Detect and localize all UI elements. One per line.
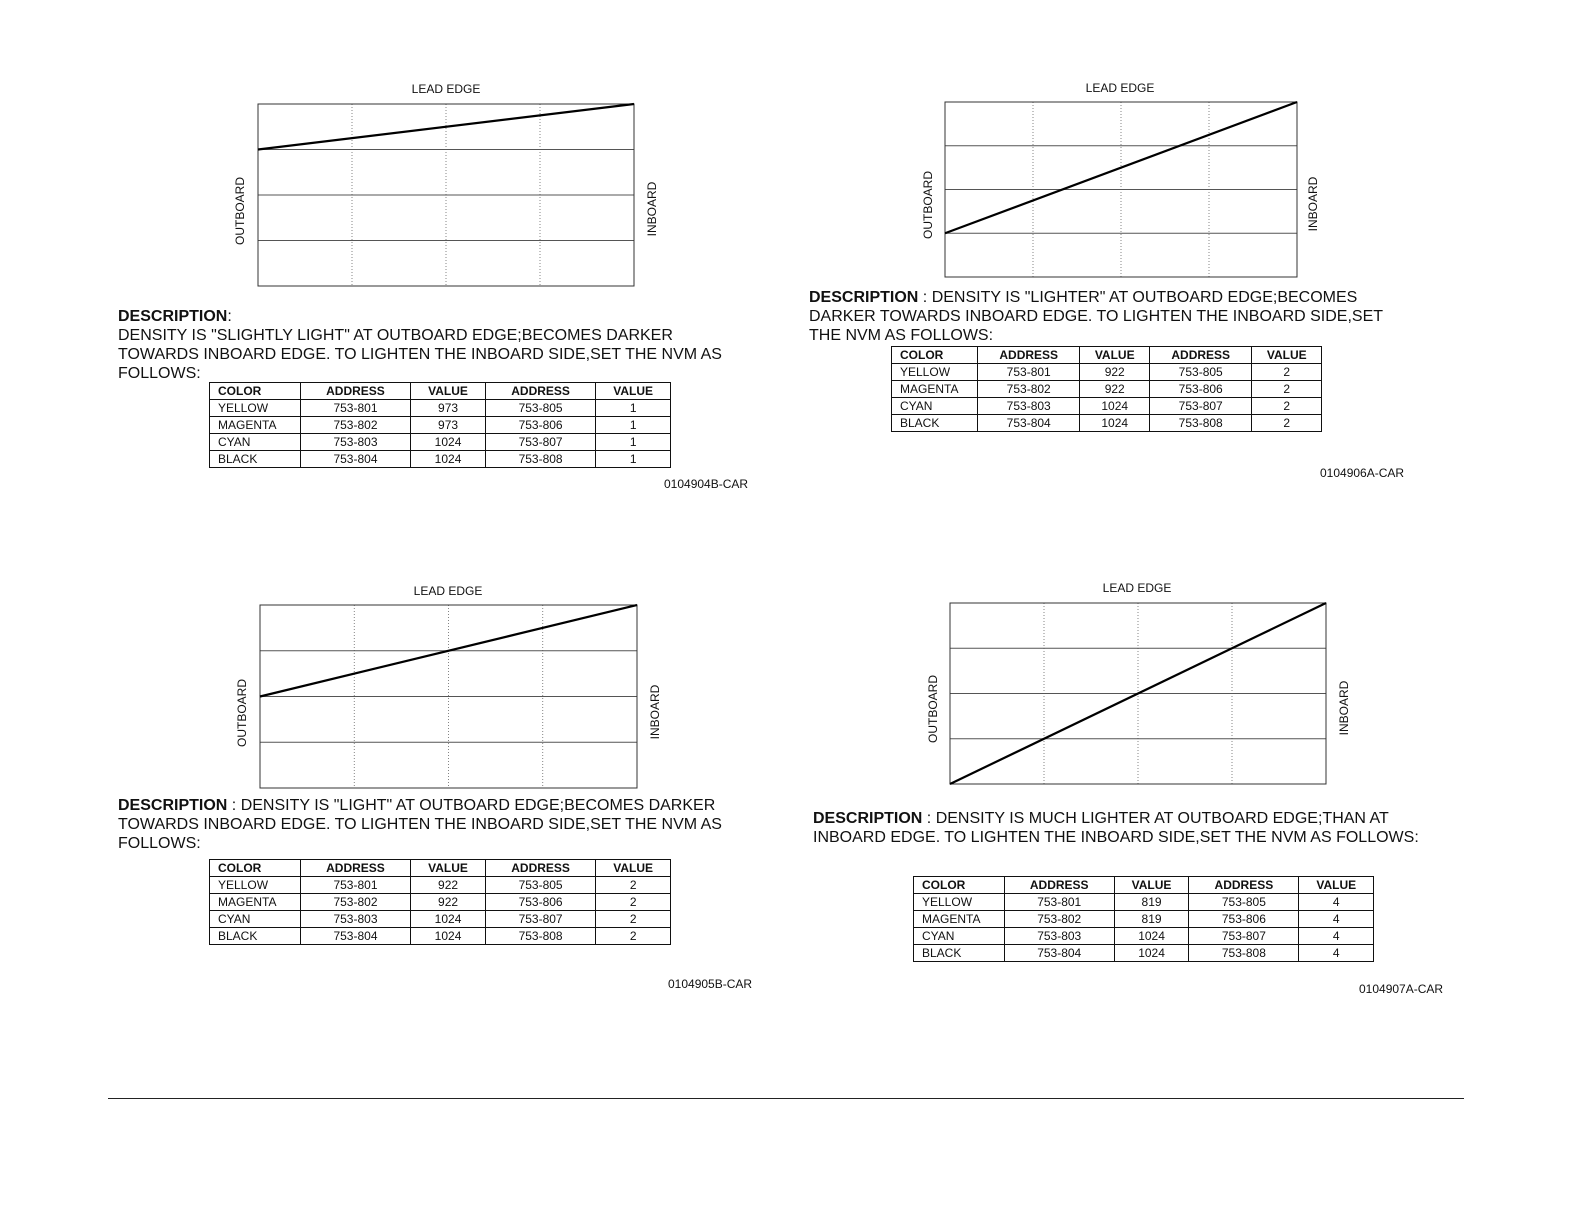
col-value: VALUE	[1114, 877, 1189, 894]
table-cell: 2	[1252, 398, 1322, 415]
table-cell: 2	[1252, 381, 1322, 398]
inboard-label: INBOARD	[648, 684, 662, 740]
density-plot	[945, 102, 1297, 277]
table-cell: BLACK	[892, 415, 978, 432]
inboard-label: INBOARD	[1337, 680, 1351, 736]
table-cell: 1024	[1114, 928, 1189, 945]
col-color: COLOR	[210, 860, 301, 877]
description-text: DENSITY IS "SLIGHTLY LIGHT" AT OUTBOARD EDGE;BECOMES DARKER TOWARDS INBOARD EDGE. TO LIGHTEN THE INBOARD SIDE,SET THE NVM AS FOLLOWS:	[118, 327, 722, 382]
outboard-label: OUTBOARD	[233, 176, 247, 246]
col-address: ADDRESS	[1004, 877, 1114, 894]
figure-code: 0104907A-CAR	[1359, 982, 1444, 996]
table-cell: 2	[596, 928, 671, 945]
figure-code: 0104905B-CAR	[668, 977, 753, 991]
description	[813, 809, 1453, 847]
col-color: COLOR	[892, 347, 978, 364]
nvm-table-header	[210, 383, 671, 400]
col-address: ADDRESS	[300, 383, 410, 400]
col-color: COLOR	[914, 877, 1005, 894]
table-cell: 753-805	[485, 400, 595, 417]
table-cell: 753-808	[485, 451, 595, 468]
col-value: VALUE	[1299, 877, 1374, 894]
table-cell: 753-807	[485, 911, 595, 928]
lead-edge-label: LEAD EDGE	[411, 82, 481, 96]
table-cell: MAGENTA	[914, 911, 1005, 928]
col-address: ADDRESS	[300, 860, 410, 877]
table-cell: BLACK	[210, 928, 301, 945]
table-cell: 753-804	[300, 451, 410, 468]
table-cell: MAGENTA	[892, 381, 978, 398]
col-address: ADDRESS	[485, 383, 595, 400]
col-address: ADDRESS	[1189, 877, 1299, 894]
description-separator: :	[922, 810, 936, 827]
table-cell: YELLOW	[210, 400, 301, 417]
outboard-label: OUTBOARD	[235, 678, 249, 748]
col-color: COLOR	[210, 383, 301, 400]
col-address: ADDRESS	[977, 347, 1080, 364]
nvm-table-header	[210, 860, 671, 877]
table-row	[892, 415, 1322, 432]
description	[809, 288, 1409, 345]
density-plot	[258, 104, 634, 286]
table-row	[914, 928, 1374, 945]
table-cell: 973	[411, 417, 486, 434]
inboard-label: INBOARD	[1306, 176, 1320, 232]
nvm-table-header	[914, 877, 1374, 894]
description-label: DESCRIPTION	[118, 308, 228, 325]
table-cell: 753-802	[300, 894, 410, 911]
table-cell: CYAN	[210, 434, 301, 451]
table-cell: 753-807	[485, 434, 595, 451]
table-cell: 1024	[411, 911, 486, 928]
table-cell: 753-803	[300, 911, 410, 928]
col-value: VALUE	[1080, 347, 1150, 364]
table-row	[210, 451, 671, 468]
table-cell: CYAN	[892, 398, 978, 415]
table-cell: 753-806	[485, 894, 595, 911]
table-cell: 753-805	[485, 877, 595, 894]
table-cell: YELLOW	[892, 364, 978, 381]
table-cell: 4	[1299, 894, 1374, 911]
table-cell: 753-801	[300, 400, 410, 417]
table-row	[914, 911, 1374, 928]
table-row	[892, 398, 1322, 415]
table-cell: 753-801	[300, 877, 410, 894]
table-cell: 753-804	[300, 928, 410, 945]
plot-svg	[950, 603, 1326, 784]
table-cell: 753-806	[485, 417, 595, 434]
table-row	[210, 400, 671, 417]
figure-code: 0104904B-CAR	[664, 477, 749, 491]
table-row	[210, 928, 671, 945]
table-cell: 753-805	[1189, 894, 1299, 911]
table-cell: 753-804	[1004, 945, 1114, 962]
footer-rule	[108, 1098, 1464, 1099]
table-cell: 819	[1114, 911, 1189, 928]
table-cell: 753-805	[1149, 364, 1252, 381]
table-cell: BLACK	[210, 451, 301, 468]
description	[118, 796, 738, 853]
description-text: DENSITY IS "LIGHT" AT OUTBOARD EDGE;BECOMES DARKER TOWARDS INBOARD EDGE. TO LIGHTEN THE INBOARD SIDE,SET THE NVM AS FOLLOWS:	[118, 797, 722, 852]
lead-edge-label: LEAD EDGE	[1102, 581, 1172, 595]
table-row	[914, 945, 1374, 962]
col-value: VALUE	[411, 860, 486, 877]
lead-edge-label: LEAD EDGE	[1085, 81, 1155, 95]
table-cell: 922	[411, 894, 486, 911]
table-cell: 1	[596, 451, 671, 468]
table-cell: BLACK	[914, 945, 1005, 962]
description-separator: :	[918, 289, 932, 306]
table-cell: 1024	[1080, 415, 1150, 432]
plot-svg	[258, 104, 634, 286]
nvm-table	[891, 346, 1322, 432]
table-cell: 2	[1252, 415, 1322, 432]
table-row	[914, 894, 1374, 911]
outboard-label: OUTBOARD	[921, 170, 935, 240]
table-cell: 1024	[411, 451, 486, 468]
table-cell: 1024	[1080, 398, 1150, 415]
table-cell: 753-808	[1149, 415, 1252, 432]
table-cell: 1	[596, 400, 671, 417]
table-cell: 1	[596, 434, 671, 451]
table-cell: 753-808	[1189, 945, 1299, 962]
col-value: VALUE	[1252, 347, 1322, 364]
table-cell: CYAN	[210, 911, 301, 928]
table-cell: 973	[411, 400, 486, 417]
description-text: DENSITY IS "LIGHTER" AT OUTBOARD EDGE;BECOMES DARKER TOWARDS INBOARD EDGE. TO LIGHTEN THE INBOARD SIDE,SET THE NVM AS FOLLOWS:	[809, 289, 1383, 344]
inboard-label: INBOARD	[645, 181, 659, 237]
table-cell: 2	[596, 894, 671, 911]
figure-code: 0104906A-CAR	[1320, 466, 1405, 480]
table-cell: 922	[1080, 364, 1150, 381]
table-cell: 753-806	[1189, 911, 1299, 928]
table-cell: 753-801	[1004, 894, 1114, 911]
plot-svg	[945, 102, 1297, 277]
nvm-table	[209, 382, 671, 468]
description-label: DESCRIPTION	[813, 810, 923, 827]
nvm-table	[913, 876, 1374, 962]
table-row	[210, 417, 671, 434]
table-row	[892, 364, 1322, 381]
density-plot	[950, 603, 1326, 784]
table-cell: MAGENTA	[210, 894, 301, 911]
table-cell: 1024	[1114, 945, 1189, 962]
col-value: VALUE	[596, 383, 671, 400]
plot-svg	[260, 605, 637, 788]
table-row	[210, 877, 671, 894]
table-cell: 1024	[411, 434, 486, 451]
col-address: ADDRESS	[485, 860, 595, 877]
table-cell: 753-808	[485, 928, 595, 945]
table-cell: 4	[1299, 928, 1374, 945]
table-cell: 753-802	[300, 417, 410, 434]
table-cell: YELLOW	[210, 877, 301, 894]
description-separator: :	[227, 308, 232, 325]
table-cell: 753-804	[977, 415, 1080, 432]
table-cell: YELLOW	[914, 894, 1005, 911]
table-cell: 1	[596, 417, 671, 434]
table-cell: 2	[596, 877, 671, 894]
table-row	[892, 381, 1322, 398]
table-cell: 753-802	[977, 381, 1080, 398]
table-cell: 2	[596, 911, 671, 928]
table-cell: 753-806	[1149, 381, 1252, 398]
table-cell: 753-807	[1189, 928, 1299, 945]
table-cell: 819	[1114, 894, 1189, 911]
table-row	[210, 894, 671, 911]
nvm-table-header	[892, 347, 1322, 364]
table-row	[210, 434, 671, 451]
nvm-table	[209, 859, 671, 945]
table-cell: 4	[1299, 945, 1374, 962]
density-plot	[260, 605, 637, 788]
col-value: VALUE	[596, 860, 671, 877]
outboard-label: OUTBOARD	[926, 674, 940, 744]
lead-edge-label: LEAD EDGE	[413, 584, 483, 598]
col-value: VALUE	[411, 383, 486, 400]
table-row	[210, 911, 671, 928]
description-text: DENSITY IS MUCH LIGHTER AT OUTBOARD EDGE;THAN AT INBOARD EDGE. TO LIGHTEN THE INBOARD SIDE,SET THE NVM AS FOLLOWS:	[813, 810, 1419, 846]
table-cell: CYAN	[914, 928, 1005, 945]
table-cell: 4	[1299, 911, 1374, 928]
description	[118, 307, 738, 383]
table-cell: 2	[1252, 364, 1322, 381]
table-cell: 753-803	[1004, 928, 1114, 945]
table-cell: 753-802	[1004, 911, 1114, 928]
table-cell: 753-803	[977, 398, 1080, 415]
table-cell: 753-807	[1149, 398, 1252, 415]
description-label: DESCRIPTION	[118, 797, 228, 814]
table-cell: 922	[411, 877, 486, 894]
table-cell: MAGENTA	[210, 417, 301, 434]
table-cell: 753-801	[977, 364, 1080, 381]
table-cell: 922	[1080, 381, 1150, 398]
table-cell: 753-803	[300, 434, 410, 451]
table-cell: 1024	[411, 928, 486, 945]
description-separator: :	[227, 797, 241, 814]
description-label: DESCRIPTION	[809, 289, 919, 306]
col-address: ADDRESS	[1149, 347, 1252, 364]
